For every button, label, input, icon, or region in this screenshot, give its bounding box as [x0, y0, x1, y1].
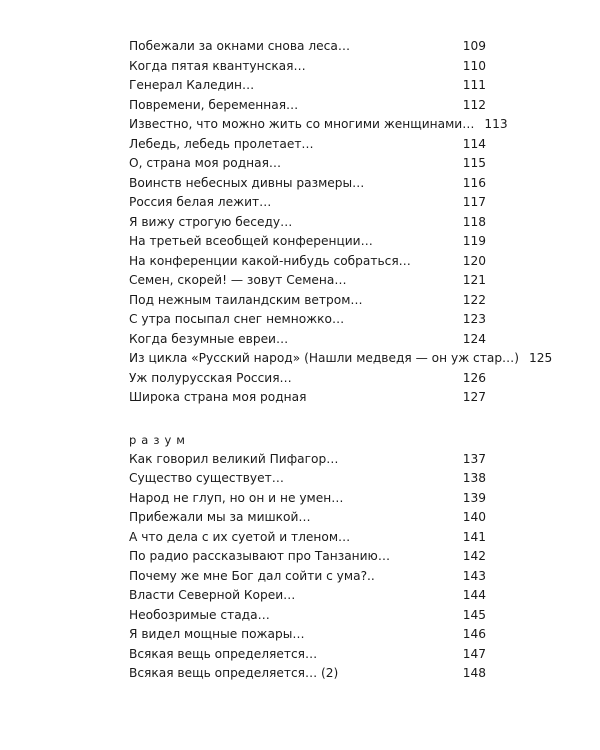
toc-entry: [129, 469, 486, 489]
toc-entry-title: Широка страна моя родная: [129, 390, 307, 404]
toc-entry-page-number: 122: [462, 292, 486, 307]
toc-entry-page-number: 116: [462, 175, 486, 190]
toc-entry-title: А что дела с их суетой и тленом…: [129, 529, 351, 544]
toc-entry-title: На третьей всеобщей конференции…: [129, 234, 373, 248]
toc-entry: [129, 193, 486, 213]
toc-entry: [129, 586, 486, 606]
toc-section-2: [129, 450, 486, 684]
toc-entry-title: О, страна моя родная…: [129, 156, 282, 170]
toc-entry-title: Я видел мощные пожары…: [129, 627, 305, 641]
toc-entry-title: Народ не глуп, но он и не умен…: [129, 490, 344, 505]
toc-entry-page-number: 125: [529, 351, 553, 365]
toc-entry: [129, 625, 486, 645]
toc-entry-title: Я вижу строгую беседу…: [129, 214, 293, 229]
toc-entry-page-number: 120: [462, 253, 486, 268]
toc-entry: [129, 450, 486, 470]
toc-entry-page-number: 144: [462, 588, 486, 602]
section-spacer: [129, 408, 486, 430]
toc-entry-page-number: 119: [462, 234, 486, 248]
toc-entry-title: На конференции какой-нибудь собраться…: [129, 253, 411, 268]
toc-entry-title: Воинств небесных дивны размеры…: [129, 175, 365, 190]
toc-entry-title: Генерал Каледин…: [129, 78, 255, 92]
toc-entry-title: Из цикла «Русский народ» (Нашли медведя — он уж стар…): [129, 351, 519, 365]
toc-entry: [129, 489, 486, 509]
toc-entry-title: Уж полурусская Россия…: [129, 370, 292, 385]
toc-entry: [129, 310, 486, 330]
toc-entry: [129, 508, 486, 528]
toc-entry-title: Семен, скорей! — зовут Семена…: [129, 273, 347, 287]
toc-entry-title: Лебедь, лебедь пролетает…: [129, 136, 314, 151]
toc-entry-title: Когда безумные евреи…: [129, 331, 289, 346]
toc-entry: [129, 664, 486, 684]
toc-entry-title: Необозримые стада…: [129, 607, 270, 622]
toc-entry-title: С утра посыпал снег немножко…: [129, 312, 345, 326]
toc-entry-page-number: 137: [462, 451, 486, 466]
toc-entry: [129, 369, 486, 389]
toc-entry: [129, 291, 486, 311]
toc-entry-title: Под нежным таиландским ветром…: [129, 292, 363, 307]
table-of-contents: [129, 37, 553, 684]
toc-entry: [129, 567, 486, 587]
toc-entry-page-number: 115: [462, 156, 486, 170]
toc-entry: [129, 154, 486, 174]
toc-entry: [129, 213, 486, 233]
toc-entry: [129, 76, 486, 96]
toc-entry-title: Всякая вещь определяется… (2): [129, 666, 339, 680]
toc-entry-page-number: 121: [462, 273, 486, 287]
toc-entry-title: Когда пятая квантунская…: [129, 58, 306, 73]
toc-entry-title: Всякая вещь определяется…: [129, 646, 318, 661]
toc-entry: [129, 388, 486, 408]
toc-entry-title: Власти Северной Кореи…: [129, 588, 296, 602]
toc-entry-page-number: 114: [462, 136, 486, 151]
toc-entry-title: Побежали за окнами снова леса…: [129, 39, 351, 53]
toc-entry-title: Известно, что можно жить со многими женщинами…: [129, 117, 475, 131]
toc-entry-title: Прибежали мы за мишкой…: [129, 510, 311, 524]
toc-entry-page-number: 143: [462, 568, 486, 583]
toc-entry-page-number: 138: [462, 471, 486, 485]
toc-entry: [129, 135, 486, 155]
toc-entry: [129, 232, 486, 252]
toc-entry-page-number: 145: [462, 607, 486, 622]
toc-entry: [129, 115, 508, 135]
toc-entry-title: Существо существует…: [129, 471, 284, 485]
toc-entry-page-number: 109: [462, 39, 486, 53]
toc-entry-title: Повремени, беременная…: [129, 97, 299, 112]
toc-entry-page-number: 126: [462, 370, 486, 385]
toc-entry: [129, 271, 486, 291]
toc-entry-page-number: 112: [462, 97, 486, 112]
toc-section-1: [129, 37, 553, 408]
toc-entry: [129, 96, 486, 116]
toc-entry-page-number: 148: [462, 666, 486, 680]
toc-entry: [129, 57, 486, 77]
toc-entry: [129, 37, 486, 57]
toc-entry-page-number: 140: [462, 510, 486, 524]
toc-entry: [129, 174, 486, 194]
toc-entry: [129, 330, 486, 350]
toc-entry-page-number: 146: [462, 627, 486, 641]
toc-entry: [129, 252, 486, 272]
toc-entry-page-number: 117: [462, 195, 486, 209]
toc-entry-title: Почему же мне Бог дал сойти с ума?..: [129, 568, 375, 583]
toc-entry-title: Как говорил великий Пифагор…: [129, 451, 339, 466]
toc-entry: [129, 606, 486, 626]
toc-entry: [129, 528, 486, 548]
section-heading-razum: разум: [129, 432, 190, 447]
toc-entry-page-number: 111: [462, 78, 486, 92]
toc-entry: [129, 645, 486, 665]
toc-entry-page-number: 141: [462, 529, 486, 544]
toc-entry: [129, 547, 486, 567]
toc-entry-page-number: 139: [462, 490, 486, 505]
toc-entry-page-number: 147: [462, 646, 486, 661]
toc-entry-page-number: 142: [462, 549, 486, 563]
toc-entry-page-number: 118: [462, 214, 486, 229]
toc-entry-page-number: 127: [462, 390, 486, 404]
toc-entry-page-number: 123: [462, 312, 486, 326]
toc-entry-title: По радио рассказывают про Танзанию…: [129, 549, 391, 563]
toc-entry-page-number: 110: [462, 58, 486, 73]
toc-entry-page-number: 113: [484, 117, 508, 131]
toc-entry: [129, 349, 553, 369]
toc-entry-title: Россия белая лежит…: [129, 195, 272, 209]
toc-entry-page-number: 124: [462, 331, 486, 346]
